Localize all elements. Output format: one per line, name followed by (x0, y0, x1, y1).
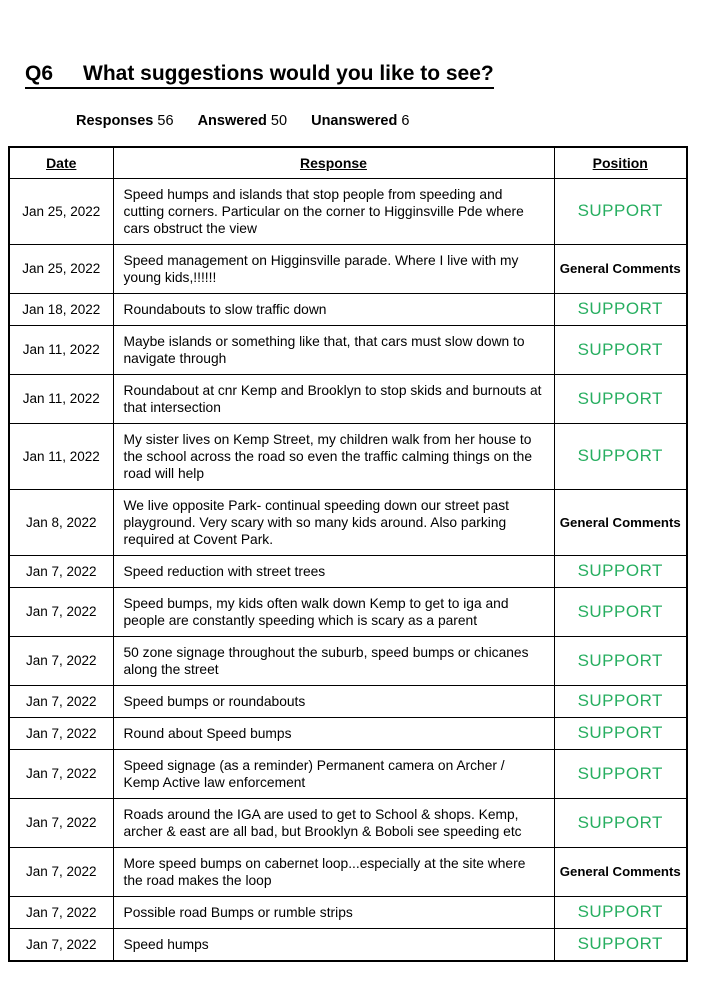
response-date: Jan 7, 2022 (9, 717, 113, 749)
response-date: Jan 8, 2022 (9, 489, 113, 555)
position-value: SUPPORT (554, 178, 687, 244)
table-row (9, 293, 687, 325)
table-body (9, 178, 687, 961)
response-text: Speed bumps or roundabouts (113, 685, 554, 717)
position-value: SUPPORT (554, 423, 687, 489)
position-value: SUPPORT (554, 587, 687, 636)
position-value: SUPPORT (554, 636, 687, 685)
response-date: Jan 7, 2022 (9, 896, 113, 928)
response-text: Roundabout at cnr Kemp and Brooklyn to stop skids and burnouts at that intersection (113, 374, 554, 423)
column-header-response: Response (113, 147, 554, 178)
response-text: Speed bumps, my kids often walk down Kemp to get to iga and people are constantly speeding which is scary as a parent (113, 587, 554, 636)
table-row (9, 423, 687, 489)
stat-responses (76, 113, 174, 129)
table-row (9, 685, 687, 717)
stat-unanswered-value: 6 (401, 113, 410, 130)
response-text: More speed bumps on cabernet loop...especially at the site where the road makes the loop (113, 847, 554, 896)
response-text: 50 zone signage throughout the suburb, speed bumps or chicanes along the street (113, 636, 554, 685)
table-row (9, 847, 687, 896)
response-date: Jan 7, 2022 (9, 587, 113, 636)
table-row (9, 717, 687, 749)
position-value: SUPPORT (554, 896, 687, 928)
response-date: Jan 25, 2022 (9, 178, 113, 244)
response-date: Jan 7, 2022 (9, 749, 113, 798)
table-row (9, 636, 687, 685)
stat-responses-value: 56 (157, 113, 174, 130)
responses-table (8, 146, 688, 962)
response-text: Speed signage (as a reminder) Permanent camera on Archer / Kemp Active law enforcement (113, 749, 554, 798)
position-value: SUPPORT (554, 928, 687, 961)
table-row (9, 325, 687, 374)
page-title (25, 62, 494, 89)
response-date: Jan 11, 2022 (9, 374, 113, 423)
response-date: Jan 11, 2022 (9, 325, 113, 374)
position-value: General Comments (554, 847, 687, 896)
response-date: Jan 7, 2022 (9, 798, 113, 847)
response-date: Jan 7, 2022 (9, 847, 113, 896)
response-date: Jan 7, 2022 (9, 685, 113, 717)
response-text: Speed humps (113, 928, 554, 961)
table-header-row (9, 147, 687, 178)
response-date: Jan 25, 2022 (9, 244, 113, 293)
response-date: Jan 18, 2022 (9, 293, 113, 325)
position-value: SUPPORT (554, 555, 687, 587)
position-value: SUPPORT (554, 717, 687, 749)
response-text: Speed management on Higginsville parade. Where I live with my young kids,!!!!!! (113, 244, 554, 293)
response-text: My sister lives on Kemp Street, my children walk from her house to the school across the road so even the traffic calming things on the road will help (113, 423, 554, 489)
stat-answered-value: 50 (270, 113, 288, 130)
table-row (9, 928, 687, 961)
question-text: What suggestions would you like to see? (83, 62, 494, 85)
stat-answered (198, 113, 287, 129)
response-text: Roundabouts to slow traffic down (113, 293, 554, 325)
position-value: SUPPORT (554, 685, 687, 717)
table-row (9, 244, 687, 293)
position-value: SUPPORT (554, 293, 687, 325)
stat-unanswered (311, 113, 409, 129)
response-text: Maybe islands or something like that, that cars must slow down to navigate through (113, 325, 554, 374)
table-row (9, 489, 687, 555)
response-text: Round about Speed bumps (113, 717, 554, 749)
table-row (9, 178, 687, 244)
response-date: Jan 7, 2022 (9, 555, 113, 587)
response-text: Speed reduction with street trees (113, 555, 554, 587)
response-text: Roads around the IGA are used to get to School & shops. Kemp, archer & east are all bad, but Brooklyn & Boboli see speeding etc (113, 798, 554, 847)
response-text: We live opposite Park- continual speeding down our street past playground. Very scary with so many kids around. Also parking required at Covent Park. (113, 489, 554, 555)
position-value: General Comments (554, 244, 687, 293)
position-value: SUPPORT (554, 374, 687, 423)
position-value: General Comments (554, 489, 687, 555)
stat-responses-label: Responses (76, 113, 154, 130)
table-row (9, 374, 687, 423)
response-date: Jan 11, 2022 (9, 423, 113, 489)
position-value: SUPPORT (554, 798, 687, 847)
column-header-position: Position (554, 147, 687, 178)
table-row (9, 555, 687, 587)
response-date: Jan 7, 2022 (9, 928, 113, 961)
position-value: SUPPORT (554, 749, 687, 798)
table-row (9, 896, 687, 928)
response-text: Possible road Bumps or rumble strips (113, 896, 554, 928)
table-row (9, 749, 687, 798)
response-text: Speed humps and islands that stop people from speeding and cutting corners. Particular on the corner to Higginsville Pde where cars obstruct the view (113, 178, 554, 244)
table-row (9, 798, 687, 847)
column-header-date: Date (9, 147, 113, 178)
response-stats (76, 113, 705, 129)
stat-unanswered-label: Unanswered (311, 113, 398, 130)
position-value: SUPPORT (554, 325, 687, 374)
stat-answered-label: Answered (197, 113, 267, 130)
response-date: Jan 7, 2022 (9, 636, 113, 685)
table-row (9, 587, 687, 636)
question-number: Q6 (25, 62, 54, 85)
